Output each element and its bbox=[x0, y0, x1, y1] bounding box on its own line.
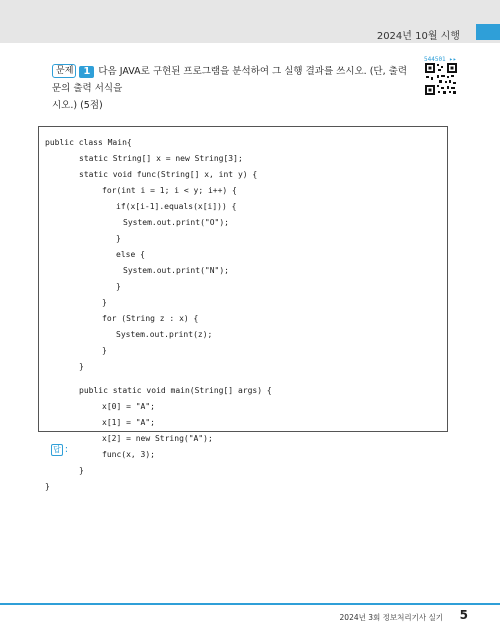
code-line: else { bbox=[116, 250, 145, 259]
answer-colon: : bbox=[64, 444, 69, 455]
code-line: } bbox=[79, 362, 84, 371]
code-line: } bbox=[79, 466, 84, 475]
code-line: x[1] = "A"; bbox=[102, 418, 155, 427]
code-box bbox=[38, 126, 448, 491]
code-line: } bbox=[116, 282, 121, 291]
code-line: } bbox=[45, 482, 50, 491]
header-accent-bar bbox=[476, 24, 500, 40]
code-line: if(x[i-1].equals(x[i])) { bbox=[116, 202, 237, 211]
exam-title: 2024년 10월 시행 bbox=[376, 31, 460, 42]
code-line: System.out.print("O"); bbox=[123, 218, 229, 227]
code-line: x[0] = "A"; bbox=[102, 402, 155, 411]
code-line: for (String z : x) { bbox=[102, 314, 199, 323]
question-text bbox=[52, 63, 412, 114]
code-line: x[2] = new String("A"); bbox=[102, 434, 213, 443]
code-line: public class Main{ bbox=[45, 138, 132, 147]
question-number: 1 bbox=[79, 66, 94, 78]
code-line: public static void main(String[] args) { bbox=[79, 386, 272, 395]
code-line: System.out.print("N"); bbox=[123, 266, 229, 275]
answer-area[interactable] bbox=[51, 444, 68, 456]
page-number: 5 bbox=[459, 608, 468, 622]
question-label: 문제 bbox=[52, 64, 76, 78]
footer-title: 2024년 3회 정보처리기사 실기 bbox=[339, 613, 443, 622]
qr-code-icon[interactable] bbox=[425, 63, 457, 95]
code-line: for(int i = 1; i < y; i++) { bbox=[102, 186, 237, 195]
code-line: System.out.print(z); bbox=[116, 330, 213, 339]
code-line: static void func(String[] x, int y) { bbox=[79, 170, 258, 179]
answer-label: 답 bbox=[53, 445, 61, 454]
code-line: } bbox=[102, 346, 107, 355]
code-line: } bbox=[102, 298, 107, 307]
code-line: static String[] x = new String[3]; bbox=[79, 154, 243, 163]
video-code: 544501 ▸▸ bbox=[424, 56, 457, 63]
footer-divider bbox=[0, 603, 500, 605]
code-line: func(x, 3); bbox=[102, 450, 155, 459]
question-line-1: 다음 JAVA로 구현된 프로그램을 분석하여 그 실행 결과를 쓰시오. (단, 출력문의 출력 서식을 bbox=[52, 66, 407, 94]
question-line-2: 시오.) (5점) bbox=[52, 100, 103, 111]
code-line: } bbox=[116, 234, 121, 243]
